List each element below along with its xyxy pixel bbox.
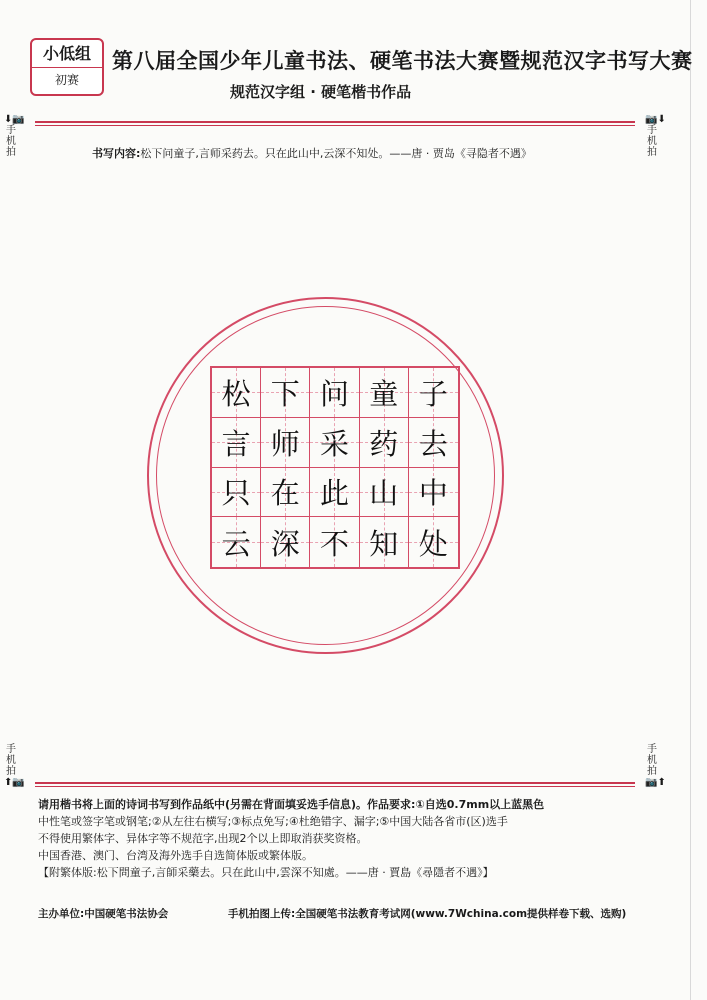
grid-cell: 童 bbox=[360, 368, 409, 418]
grid-cell: 山 bbox=[360, 468, 409, 518]
grid-cell: 处 bbox=[409, 517, 458, 567]
group-label: 小低组 bbox=[32, 40, 102, 68]
stage-label: 初赛 bbox=[54, 73, 79, 87]
grid-cell: 中 bbox=[409, 468, 458, 518]
upload-info: 手机拍图上传:全国硬笔书法教育考试网(www.7Wchina.com提供样卷下载、选购) bbox=[228, 908, 627, 920]
grid-cell: 采 bbox=[310, 418, 359, 468]
side-char: 机 bbox=[6, 755, 16, 766]
camera-arrow-icon: ⬆📷 bbox=[4, 777, 25, 788]
content-label: 书写内容: bbox=[92, 147, 141, 160]
grid-cell: 下 bbox=[261, 368, 310, 418]
photo-marker-bottom-right bbox=[645, 744, 666, 788]
grid-cell: 松 bbox=[212, 368, 261, 418]
photo-marker-top-right bbox=[645, 114, 666, 158]
side-char: 机 bbox=[647, 136, 657, 147]
grid-cell: 子 bbox=[409, 368, 458, 418]
instruction-line: 请用楷书将上面的诗词书写到作品纸中(另需在背面填妥选手信息)。作品要求:①自选0.7mm以上蓝黑色 bbox=[38, 798, 545, 811]
photo-marker-bottom-left bbox=[4, 744, 25, 788]
instructions bbox=[38, 796, 638, 881]
instruction-line: 不得使用繁体字、异体字等不规范字,出现2个以上即取消获奖资格。 bbox=[38, 832, 368, 845]
content-text: 松下问童子,言师采药去。只在此山中,云深不知处。——唐 · 贾岛《寻隐者不遇》 bbox=[140, 147, 532, 160]
camera-arrow-icon: 📷⬆ bbox=[645, 777, 666, 788]
side-char: 手 bbox=[6, 125, 16, 136]
side-char: 拍 bbox=[647, 766, 657, 777]
page-edge-line bbox=[690, 0, 691, 1000]
side-char: 拍 bbox=[6, 147, 16, 158]
page-subtitle: 规范汉字组 · 硬笔楷书作品 bbox=[230, 83, 412, 101]
grid-cell: 云 bbox=[212, 517, 261, 567]
writing-grid bbox=[210, 366, 460, 569]
grid-cell: 去 bbox=[409, 418, 458, 468]
side-char: 机 bbox=[647, 755, 657, 766]
grid-cell: 此 bbox=[310, 468, 359, 518]
instruction-line: 【附繁体版:松下問童子,言師采藥去。只在此山中,雲深不知處。——唐 · 賈島《尋隱者不遇》】 bbox=[38, 866, 494, 879]
grid-cell: 问 bbox=[310, 368, 359, 418]
grid-cell: 深 bbox=[261, 517, 310, 567]
grid-cell: 不 bbox=[310, 517, 359, 567]
grid-cell: 知 bbox=[360, 517, 409, 567]
grid-cell: 师 bbox=[261, 418, 310, 468]
grid-cell: 在 bbox=[261, 468, 310, 518]
bottom-rule bbox=[35, 782, 635, 787]
instruction-line: 中性笔或签字笔或钢笔;②从左往右横写;③标点免写;④杜绝错字、漏字;⑤中国大陆各省市(区)选手 bbox=[38, 815, 508, 828]
top-rule bbox=[35, 121, 635, 126]
page-title: 第八届全国少年儿童书法、硬笔书法大赛暨规范汉字书写大赛 bbox=[112, 48, 693, 73]
side-char: 机 bbox=[6, 136, 16, 147]
grid-cell: 药 bbox=[360, 418, 409, 468]
instruction-line: 中国香港、澳门、台湾及海外选手自选简体版或繁体版。 bbox=[38, 849, 313, 862]
grid-cell: 只 bbox=[212, 468, 261, 518]
grid-cell: 言 bbox=[212, 418, 261, 468]
camera-arrow-icon: 📷⬇ bbox=[645, 114, 666, 125]
camera-arrow-icon: ⬇📷 bbox=[4, 114, 25, 125]
organizer: 主办单位:中国硬笔书法协会 bbox=[38, 908, 169, 920]
side-char: 手 bbox=[647, 744, 657, 755]
side-char: 手 bbox=[647, 125, 657, 136]
writing-content bbox=[92, 145, 532, 161]
group-badge bbox=[30, 38, 104, 96]
side-char: 拍 bbox=[647, 147, 657, 158]
photo-marker-top-left bbox=[4, 114, 25, 158]
side-char: 手 bbox=[6, 744, 16, 755]
side-char: 拍 bbox=[6, 766, 16, 777]
